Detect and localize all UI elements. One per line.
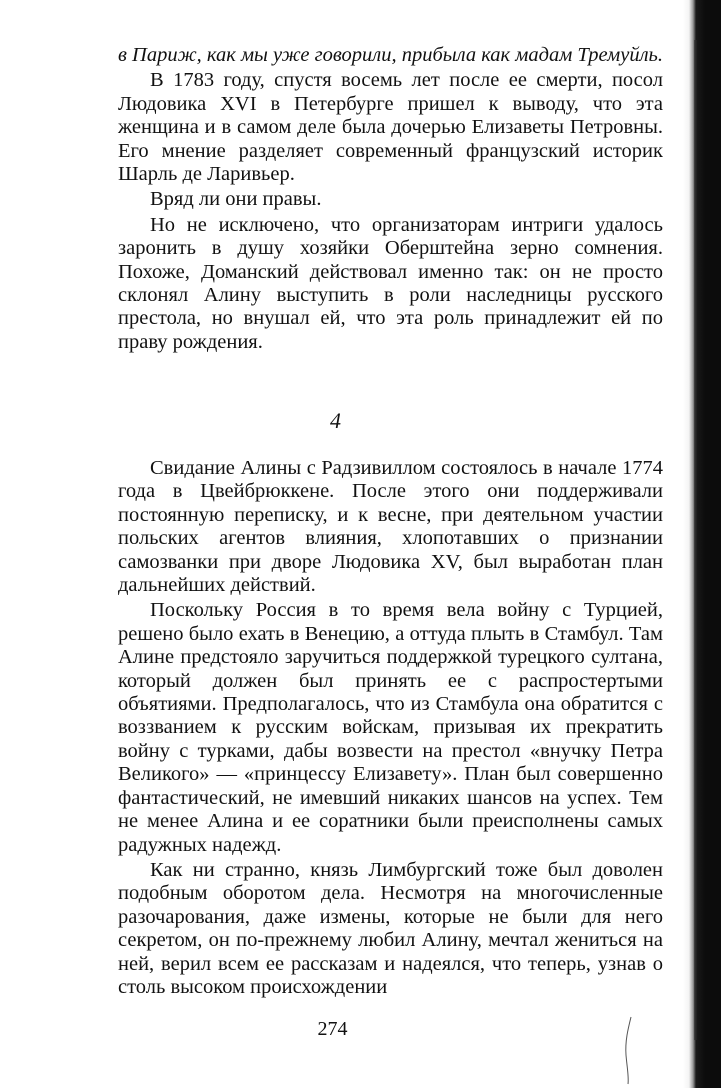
- paragraph: Но не исключено, что организаторам интриги удалось заронить в душу хозяйки Оберштейна зерно сомнения. Похоже, Доманский действовал именно так: он не просто склонял Алину выступить в роли наследницы русского престола, но внушал ей, что эта роль принадлежит ей по праву рождения.: [118, 213, 663, 353]
- text-block-bottom: [118, 457, 663, 1001]
- text-block-top: [118, 44, 663, 356]
- paragraph: В 1783 году, спустя восемь лет после ее смерти, посол Людовика XVI в Петербурге пришел к выводу, что эта женщина и в самом деле была дочерью Елизаветы Петровны. Его мнение разделяет современный французский историк Шарль де Ларивьер.: [118, 69, 663, 186]
- paragraph: Вряд ли они правы.: [150, 188, 322, 211]
- paragraph: Поскольку Россия в то время вела войну с Турцией, решено было ехать в Венецию, а оттуда плыть в Стамбул. Там Алине предстояло заручиться поддержкой турецкого султана, который должен был принять ее с распростертыми объятиями. Предполагалось, что из Стамбула она обратится с воззванием к русским войскам, призывая их прекратить войну с турками, дабы возвести на престол «внучку Петра Великого» — «принцессу Елизавету». План был совершенно фантастический, не имевший никаких шансов на успех. Тем не менее Алина и ее соратники были преисполнены самых радужных надежд.: [118, 599, 663, 856]
- page-edge-line: [694, 40, 697, 1040]
- page-edge-shadow: [683, 0, 721, 1088]
- paragraph: в Париж, как мы уже говорили, прибыла как мадам Тремуйль.: [118, 44, 663, 66]
- paragraph: Свидание Алины с Радзивиллом состоялось в начале 1774 года в Цвейбрюккене. После этого они поддерживали постоянную переписку, и к весне, при деятельном участии польских агентов влияния, хлопотавших о признании самозванки при дворе Людовика XV, был выработан план дальнейших действий.: [118, 457, 663, 597]
- chapter-number: 4: [330, 408, 341, 433]
- page-number: 274: [317, 1018, 348, 1040]
- paragraph: Как ни странно, князь Лимбургский тоже был доволен подобным оборотом дела. Несмотря на многочисленные разочарования, даже измены, которые не были для него секретом, он по-прежнему любил Алину, мечтал жениться на ней, верил всем ее рассказам и надеялся, что теперь, узнав о столь высоком происхождении: [118, 858, 663, 998]
- scan-artifact-mark: [622, 1015, 634, 1085]
